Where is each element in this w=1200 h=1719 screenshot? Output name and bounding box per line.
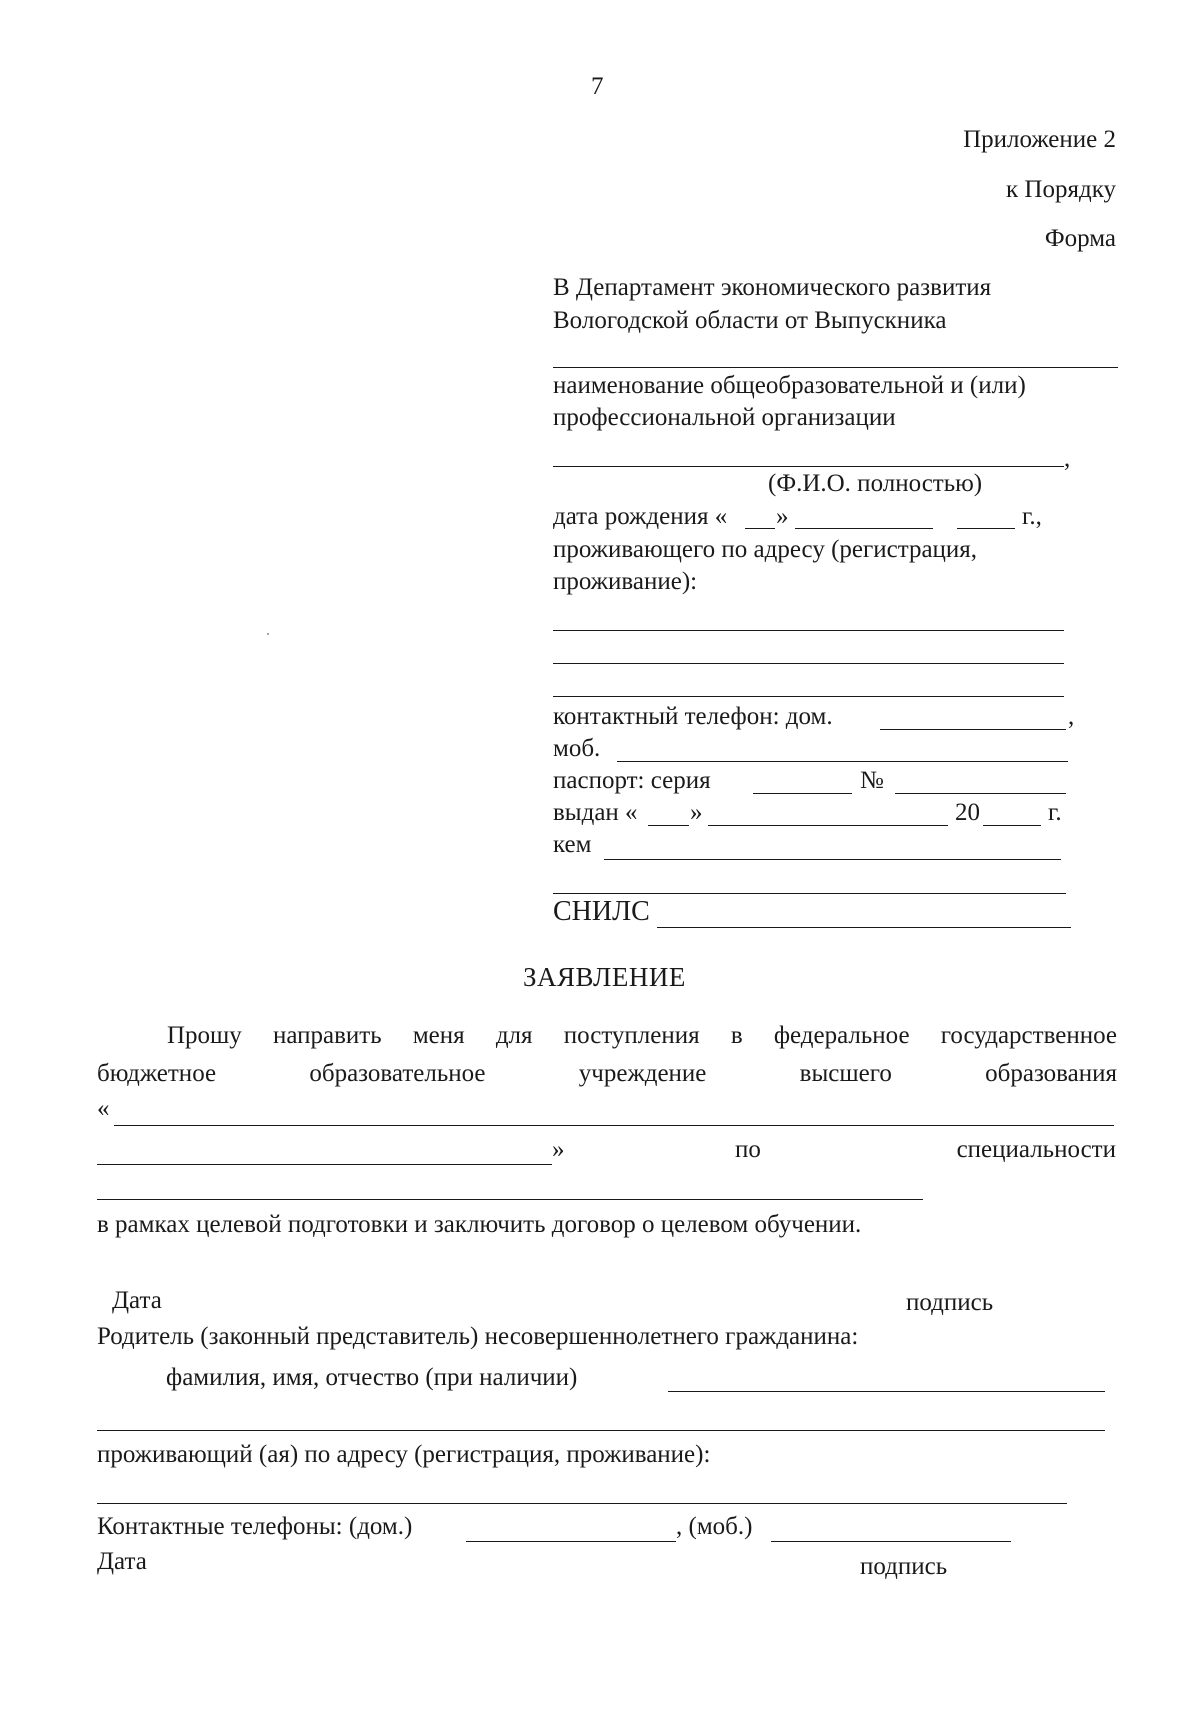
- po-word: по: [735, 1136, 761, 1163]
- home-phone-label: контактный телефон: дом.: [553, 703, 833, 730]
- passport-series-label: паспорт: серия: [553, 767, 711, 794]
- signature-label-1: подпись: [906, 1289, 994, 1316]
- issued-year-prefix: 20: [955, 799, 980, 826]
- parent-mobile-phone-field[interactable]: [771, 1541, 1011, 1542]
- birth-month-field[interactable]: [795, 528, 933, 529]
- parent-phones-label: Контактные телефоны: (дом.): [97, 1513, 413, 1540]
- home-phone-comma: ,: [1068, 703, 1075, 730]
- request-paragraph-line-2: [97, 1059, 1117, 1089]
- fio-comma: ,: [1064, 445, 1071, 472]
- birth-year-field[interactable]: [957, 528, 1015, 529]
- institution-close-quote: »: [552, 1136, 565, 1163]
- specialty-word: специальности: [956, 1136, 1116, 1163]
- parent-home-phone-field[interactable]: [466, 1541, 676, 1542]
- word-higher: высшего: [799, 1060, 892, 1087]
- word-educational: образовательное: [309, 1060, 486, 1087]
- parent-residence-field[interactable]: [97, 1503, 1067, 1504]
- institution-open-quote: «: [97, 1095, 110, 1122]
- scan-speck: [267, 633, 269, 635]
- word-education: образования: [985, 1060, 1117, 1087]
- snils-field[interactable]: [657, 927, 1071, 928]
- passport-series-field[interactable]: [753, 793, 852, 794]
- appendix-label: Приложение 2: [963, 126, 1116, 153]
- mobile-phone-label: моб.: [553, 735, 601, 762]
- snils-label: СНИЛС: [553, 896, 650, 927]
- issued-quote-close: »: [690, 799, 703, 826]
- fio-caption: (Ф.И.О. полностью): [768, 470, 983, 497]
- residence-label-line-1: проживающего по адресу (регистрация,: [553, 536, 978, 563]
- issued-day-field[interactable]: [648, 825, 689, 826]
- word-institution: учреждение: [578, 1060, 707, 1087]
- issued-prefix: выдан «: [553, 799, 638, 826]
- target-training-line: в рамках целевой подготовки и заключить договор о целевом обучении.: [97, 1211, 862, 1238]
- passport-number-sign: №: [860, 767, 884, 794]
- date-label-2: Дата: [97, 1548, 147, 1575]
- parent-mobile-label: , (моб.): [676, 1513, 753, 1540]
- issued-year-field[interactable]: [983, 825, 1041, 826]
- issued-by-field-line-1[interactable]: [604, 859, 1061, 860]
- institution-name-field-line-1[interactable]: [114, 1125, 1114, 1126]
- birth-year-suffix: г.,: [1022, 503, 1042, 530]
- organization-caption-line-1: наименование общеобразовательной и (или): [553, 372, 1026, 399]
- page-number: 7: [591, 73, 604, 100]
- issued-by-label: кем: [553, 831, 592, 858]
- form-label: Форма: [1044, 225, 1116, 252]
- parent-fio-field[interactable]: [668, 1391, 1105, 1392]
- residence-field-line-3[interactable]: [553, 696, 1064, 697]
- home-phone-field[interactable]: [880, 729, 1066, 730]
- parent-fio-field-line-2[interactable]: [97, 1430, 1105, 1431]
- document-title: ЗАЯВЛЕНИЕ: [523, 962, 686, 992]
- organization-field-line[interactable]: [553, 367, 1118, 368]
- passport-number-field[interactable]: [895, 793, 1066, 794]
- date-label-1: Дата: [112, 1287, 162, 1314]
- request-paragraph-line-1: Прошу направить меня для поступления в федеральное государственное: [167, 1022, 1117, 1049]
- parent-heading: Родитель (законный представитель) несовершеннолетнего гражданина:: [97, 1323, 859, 1350]
- birth-date-prefix: дата рождения «: [553, 503, 728, 530]
- fio-field-line[interactable]: [553, 466, 1064, 467]
- parent-fio-label: фамилия, имя, отчество (при наличии): [166, 1364, 578, 1391]
- to-order-label: к Порядку: [1006, 176, 1116, 203]
- issued-month-field[interactable]: [708, 825, 948, 826]
- issued-year-suffix: г.: [1048, 799, 1062, 826]
- birth-quote-close: »: [776, 503, 789, 530]
- specialty-field-line[interactable]: [97, 1199, 923, 1200]
- birth-day-field[interactable]: [745, 528, 775, 529]
- parent-residence-label: проживающий (ая) по адресу (регистрация, проживание):: [97, 1441, 711, 1468]
- residence-label-line-2: проживание):: [553, 568, 698, 595]
- addressee-line-2: Вологодской области от Выпускника: [553, 307, 947, 334]
- organization-caption-line-2: профессиональной организации: [553, 404, 896, 431]
- residence-field-line-2[interactable]: [553, 663, 1064, 664]
- institution-name-field-line-2[interactable]: [97, 1164, 552, 1165]
- word-budgetary: бюджетное: [97, 1060, 217, 1087]
- residence-field-line-1[interactable]: [553, 630, 1064, 631]
- signature-label-2: подпись: [860, 1553, 948, 1580]
- addressee-line-1: В Департамент экономического развития: [553, 274, 992, 301]
- mobile-phone-field[interactable]: [617, 761, 1068, 762]
- issued-by-field-line-2[interactable]: [553, 893, 1066, 894]
